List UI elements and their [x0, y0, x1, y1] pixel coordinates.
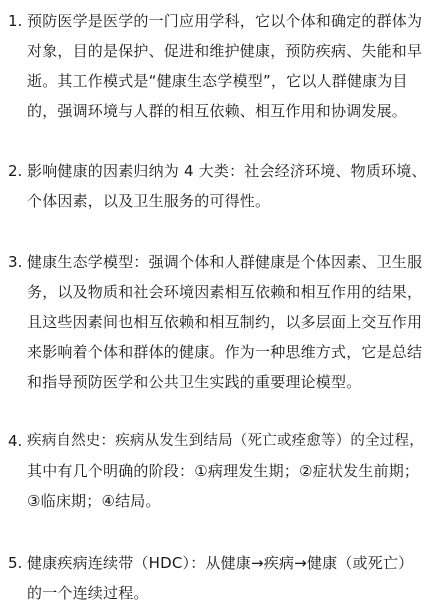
item-text-line: 影响健康的因素归纳为 4 大类：社会经济环境、物质环境、 — [27, 162, 427, 180]
item-number: 5. — [8, 554, 23, 572]
item-text-line: 逝。其工作模式是“健康生态学模型”，它以人群健康为目 — [27, 72, 408, 90]
item-text-line: 个体因素，以及卫生服务的可得性。 — [27, 192, 271, 210]
item-number: 4. — [8, 432, 23, 450]
item-text-line: 其中有几个明确的阶段：①病理发生期；②症状发生前期； — [27, 462, 420, 480]
item-text-line: 疾病自然史：疾病从发生到结局（死亡或痊愈等）的全过程， — [27, 433, 424, 449]
item-text-line: 务，以及物质和社会环境因素相互依赖和相互作用的结果， — [27, 283, 423, 301]
item-text-line: 预防医学是医学的一门应用学科，它以个体和确定的群体为 — [27, 12, 423, 30]
item-number: 3. — [8, 253, 23, 271]
item-text-line: 对象，目的是保护、促进和维护健康，预防疾病、失能和早 — [27, 42, 423, 60]
item-text-line: 和指导预防医学和公共卫生实践的重要理论模型。 — [27, 373, 362, 391]
item-text-line: 来影响着个体和群体的健康。作为一种思维方式，它是总结 — [27, 343, 423, 361]
item-text-line: 的，强调环境与人群的相互依赖、相互作用和协调发展。 — [27, 102, 408, 120]
item-number: 2. — [8, 162, 23, 180]
item-text-line: 健康生态学模型：强调个体和人群健康是个体因素、卫生服 — [27, 253, 423, 271]
item-number: 1. — [8, 12, 23, 30]
item-text-line: 健康疾病连续带（HDC）：从健康→疾病→健康（或死亡） — [27, 554, 414, 572]
item-text-line: 的一个连续过程。 — [27, 584, 149, 602]
item-text-line: 且这些因素间也相互依赖和相互制约，以多层面上交互作用 — [27, 313, 423, 331]
item-text-line: ③临床期；④结局。 — [27, 492, 161, 510]
